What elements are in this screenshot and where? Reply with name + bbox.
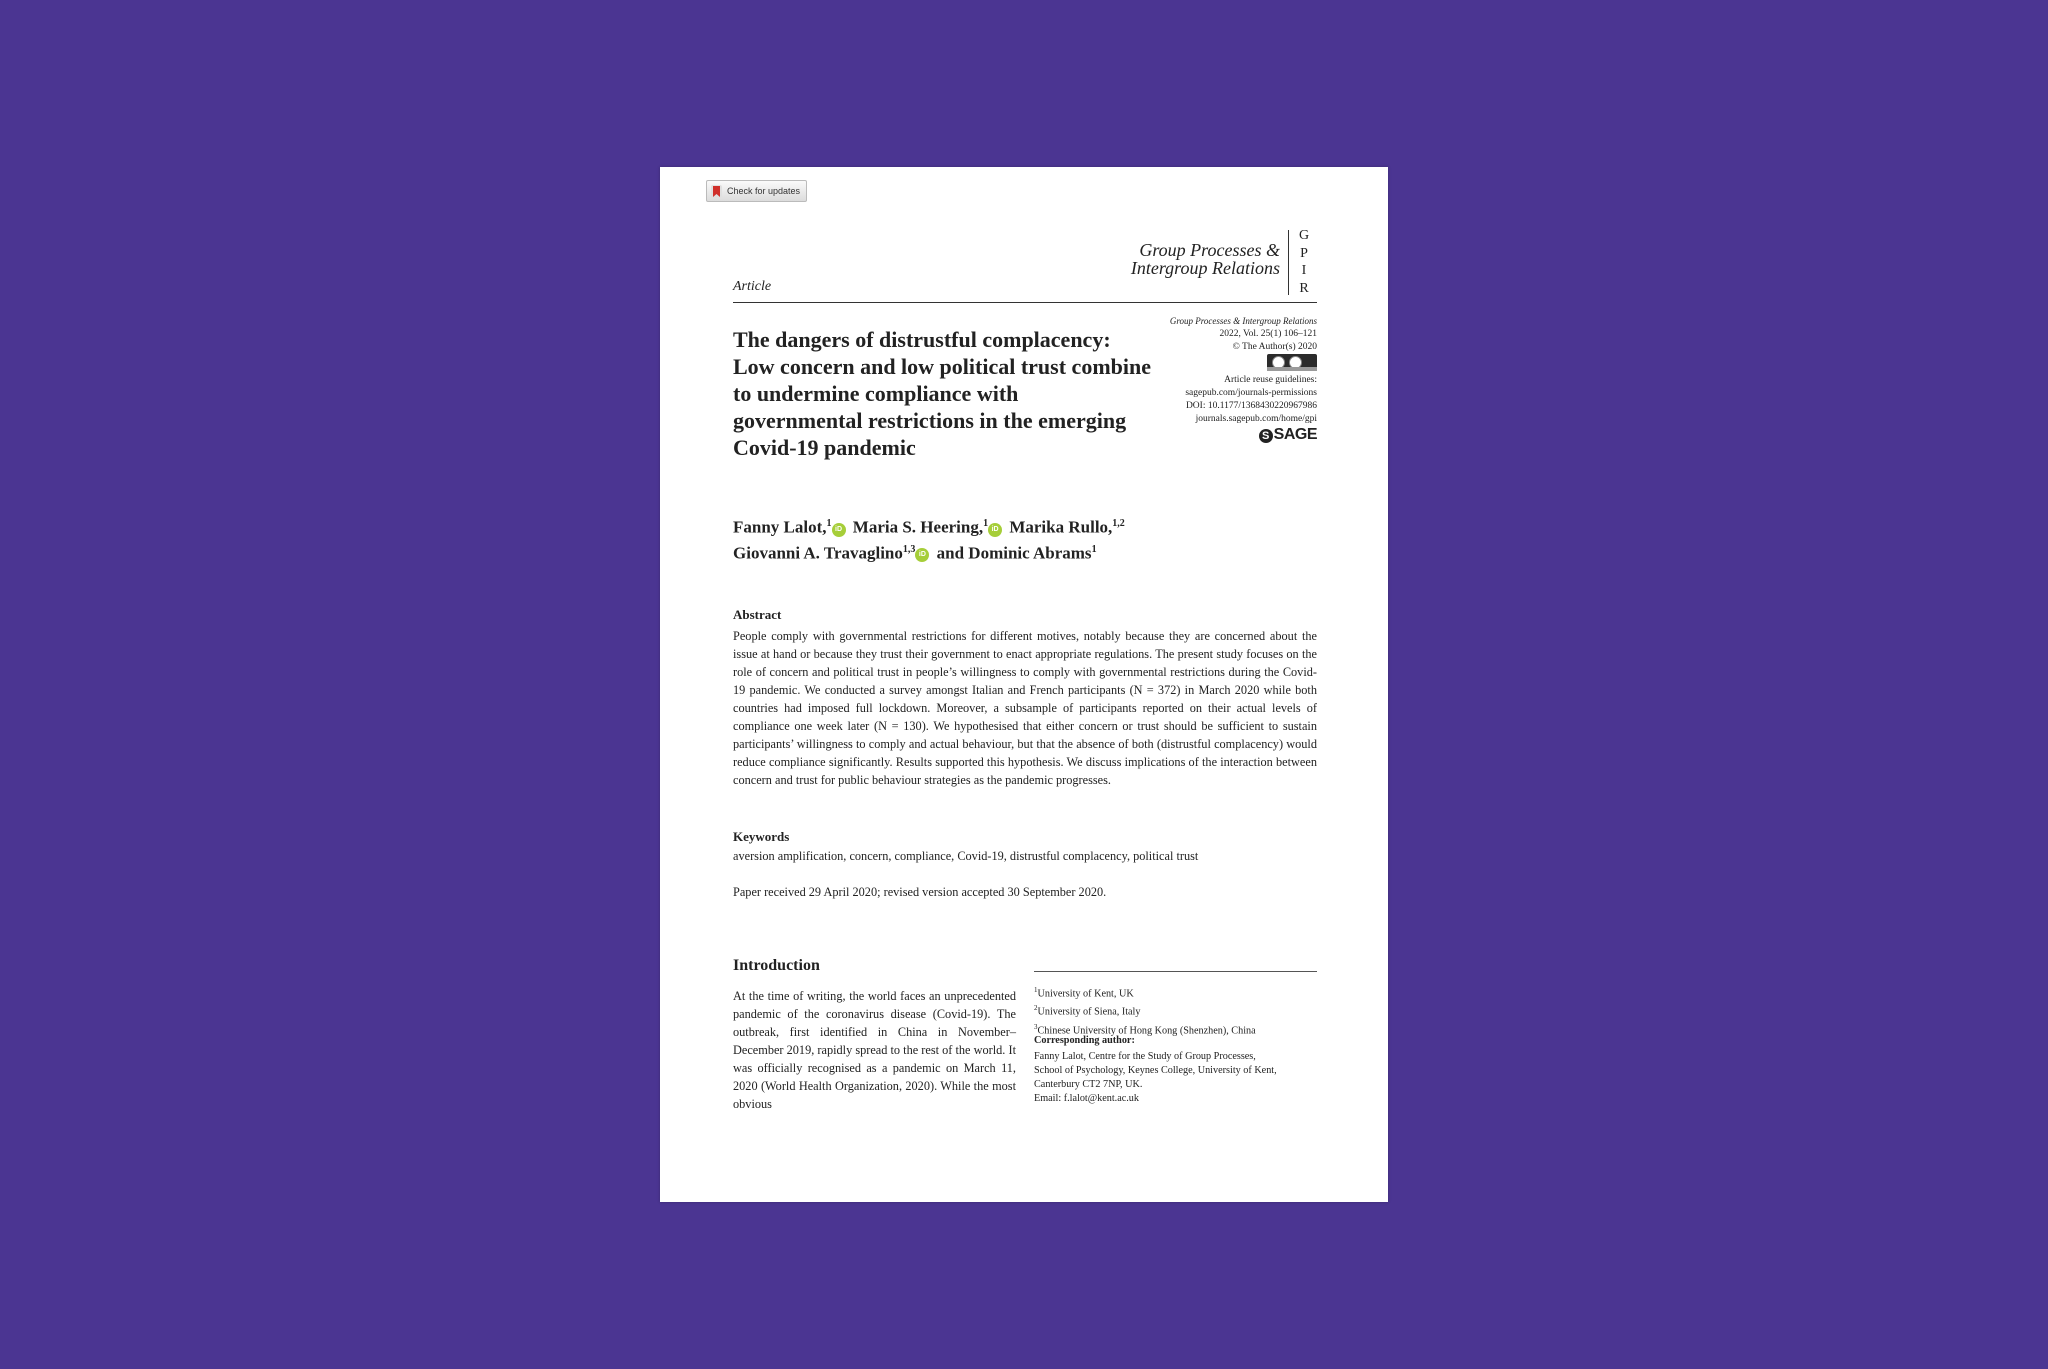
author-name[interactable]: Giovanni A. Travaglino <box>733 543 903 563</box>
check-for-updates-label: Check for updates <box>727 186 801 196</box>
article-type-label: Article <box>733 279 772 294</box>
bookmark-icon <box>711 185 722 198</box>
author-name[interactable]: and Dominic Abrams <box>936 543 1092 563</box>
orcid-icon[interactable]: iD <box>988 523 1002 537</box>
affiliation-item: $^3$Chinese University of Hong Kong (Shenzhen), China <box>1034 1022 1256 1037</box>
keywords-text: aversion amplification, concern, compliance, Covid-19, distrustful complacency, political trust <box>733 849 1199 863</box>
journal-abbreviation: G P I R <box>1298 228 1310 296</box>
abstract-heading: Abstract <box>733 607 782 622</box>
author-name[interactable]: Fanny Lalot, <box>733 517 827 537</box>
affiliation-item: $^2$University of Siena, Italy <box>1034 1004 1141 1018</box>
corresponding-email[interactable]: Email: f.lalot@kent.ac.uk <box>1034 1093 1139 1104</box>
header-rule <box>733 302 1317 303</box>
meta-doi[interactable]: DOI: 10.1177/1368430220967986 <box>1185 400 1317 411</box>
footnote-rule <box>1034 971 1317 972</box>
meta-journal: Group Processes & Intergroup Relations <box>1169 316 1317 326</box>
introduction-heading: Introduction <box>733 957 820 974</box>
creative-commons-icon <box>1267 354 1317 371</box>
author-name[interactable]: Marika Rullo, <box>1009 517 1113 537</box>
author-name[interactable]: Maria S. Heering, <box>852 517 984 537</box>
corresponding-author-heading: Corresponding author: <box>1034 1035 1135 1046</box>
check-for-updates-button[interactable] <box>706 180 807 202</box>
meta-reuse-label: Article reuse guidelines: <box>1224 375 1317 386</box>
received-dates: Paper received 29 April 2020; revised version accepted 30 September 2020. <box>733 885 1107 899</box>
paper-page <box>660 167 1388 1202</box>
affiliations <box>1034 983 1324 1038</box>
author-list: Fanny Lalot,$^1$iD Maria S. Heering,$^1$iD Marika Rullo,$^{1,2}$ Giovanni A. Travaglino$^{1,3}$iD and Dominic Abrams$^1$ <box>733 517 1125 563</box>
abstract-text: People comply with governmental restrictions for different motives, notably because they are concerned about the issue at hand or because they trust their government to enact appropriate regulations. The present study focuses on the role of concern and political trust in people’s willingness to comply with governmental restrictions during the Covid-19 pandemic. We conducted a survey amongst Italian and French participants (N = 372) in March 2020 while both countries had imposed full lockdown. Moreover, a subsample of participants reported on their actual levels of compliance one week later (N = 130). We hypothesised that either concern or trust should be sufficient to sustain participants’ willingness to comply and actual behaviour, but that the absence of both (distrustful complacency) would reduce compliance significantly. Results supported this hypothesis. We discuss implications of the interaction between concern and trust for public behaviour strategies as the pandemic progresses. <box>733 629 1317 787</box>
orcid-icon[interactable]: iD <box>832 523 846 537</box>
journal-name: Group Processes & Intergroup Relations <box>1130 240 1280 278</box>
sage-logo: S SAGE <box>1259 429 1317 443</box>
sage-s-icon: S <box>1259 429 1273 443</box>
meta-volume: 2022, Vol. 25(1) 106–121 <box>1219 328 1317 339</box>
corresponding-author-details: Fanny Lalot, Centre for the Study of Group Processes, School of Psychology, Keynes College, University of Kent, Canterbury CT2 7NP, UK. Email: f.lalot@kent.ac.uk <box>1034 1050 1324 1106</box>
affiliation-item: $^1$University of Kent, UK <box>1034 986 1134 1000</box>
meta-copyright: © The Author(s) 2020 <box>1232 341 1317 352</box>
journal-divider <box>1288 230 1289 295</box>
meta-reuse-link[interactable]: sagepub.com/journals-permissions <box>1185 388 1317 399</box>
orcid-icon[interactable]: iD <box>915 548 929 562</box>
introduction-text: At the time of writing, the world faces an unprecedented pandemic of the coronavirus disease (Covid-19). The outbreak, first identified in China in November–December 2019, rapidly spread to the rest of the world. It was officially recognised as a pandemic on March 11, 2020 (World Health Organization, 2020). While the most obvious <box>733 989 1016 1111</box>
publication-metadata <box>1170 315 1317 443</box>
article-title: The dangers of distrustful complacency: Low concern and low political trust combine to undermine compliance with governmental restrictions in the emerging Covid-19 pandemic <box>733 327 1151 460</box>
meta-home-link[interactable]: journals.sagepub.com/home/gpi <box>1195 413 1317 424</box>
keywords-heading: Keywords <box>733 829 790 844</box>
